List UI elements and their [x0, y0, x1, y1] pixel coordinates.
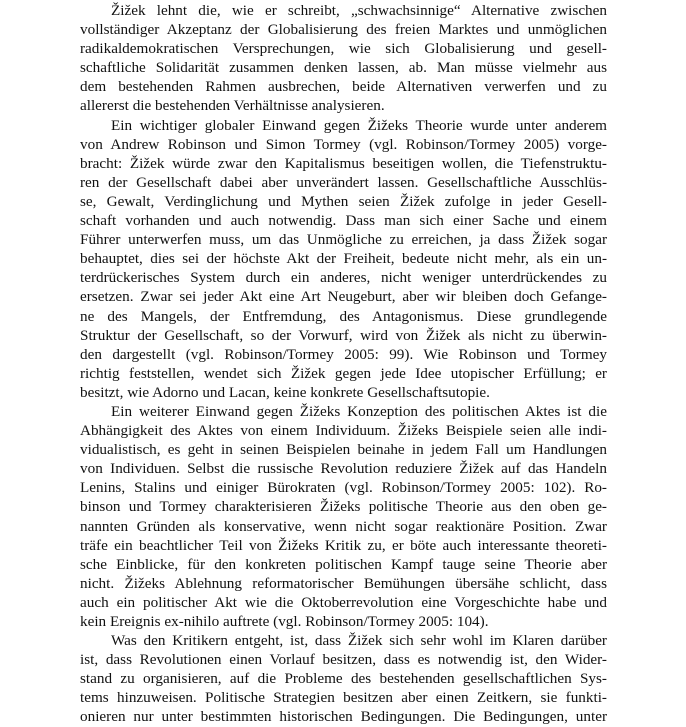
- text-line: Struktur der Gesellschaft, so der Vorwurf, wird von Žižek als nicht zu überwin-: [80, 326, 607, 344]
- text-line: bracht: Žižek würde zwar den Kapitalismus beseitigen wollen, die Tiefenstruktu-: [80, 154, 607, 172]
- text-line: terdrückerisches System durch ein anderes, nicht weniger unterdrückendes zu: [80, 269, 607, 287]
- text-line: behauptet, dies sei der höchste Akt der Freiheit, bedeute nicht mehr, als ein un-: [80, 250, 607, 268]
- text-line: ersetzen. Zwar sei jeder Akt eine Art Neugeburt, aber wir bleiben doch Gefange-: [80, 288, 607, 306]
- text-line: Žižek lehnt die, wie er schreibt, „schwachsinnige“ Alternative zwischen: [111, 2, 607, 19]
- paragraph-4: [80, 631, 607, 726]
- paragraph-1: [80, 1, 607, 116]
- text-line: se, Gewalt, Verdinglichung und Mythen seien Žižek zufolge in jeder Gesell-: [80, 192, 607, 210]
- text-line: dem bestehenden Rahmen ausbrechen, beide Alternativen verwerfen und zu: [80, 78, 607, 96]
- text-line: vollständiger Akzeptanz der Globalisierung des freien Marktes und unmöglichen: [80, 21, 607, 39]
- text-line: Führer unterwerfen muss, um das Unmögliche zu erreichen, ja dass Žižek sogar: [80, 231, 607, 249]
- paragraph-2: [80, 116, 607, 402]
- text-line: radikaldemokratischen Versprechungen, wie sich Globalisierung und gesell-: [80, 40, 607, 58]
- text-line: vidualistisch, es geht in seinen Beispielen beinahe in jedem Fall um Handlungen: [80, 441, 607, 459]
- text-line: sche Einblicke, für den konkreten politischen Kampf tauge seine Theorie aber: [80, 555, 607, 573]
- text-line: träfe ein beachtlicher Teil von Žižeks Kritik zu, er böte auch interessante theoreti-: [80, 536, 607, 554]
- text-line: onieren nur unter bestimmten historischen Bedingungen. Die Bedingungen, unter: [80, 708, 607, 726]
- document-page: [80, 1, 607, 727]
- text-line: Ein wichtiger globaler Einwand gegen Žižeks Theorie wurde unter anderem: [111, 116, 607, 134]
- text-line: von Individuen. Selbst die russische Revolution reduziere Žižek auf das Handeln: [80, 460, 607, 478]
- text-line: ist, dass Revolutionen einen Vorlauf besitzen, dass es notwendig ist, den Wider-: [80, 651, 607, 669]
- text-line: den dargestellt (vgl. Robinson/Tormey 2005: 99). Wie Robinson und Tormey: [80, 345, 607, 363]
- text-line: nicht. Žižeks Ablehnung reformatorischer Bemühungen übersähe schlicht, dass: [80, 574, 607, 592]
- text-line: nannten Gründen als konservative, wenn nicht sogar reaktionäre Position. Zwar: [80, 517, 607, 535]
- text-line: von Andrew Robinson und Simon Tormey (vgl. Robinson/Tormey 2005) vorge-: [80, 135, 607, 153]
- text-line: Abhängigkeit des Aktes von einem Individuum. Žižeks Beispiele seien alle indi-: [80, 422, 607, 440]
- text-line: ne des Mangels, der Entfremdung, des Antagonismus. Diese grundlegende: [80, 307, 607, 325]
- text-line: Lenins, Stalins und einiger Bürokraten (vgl. Robinson/Tormey 2005: 102). Ro-: [80, 479, 607, 497]
- text-line: schaft vorhanden und auch notwendig. Dass man sich einer Sache und einem: [80, 212, 607, 230]
- text-line: binson und Tormey charakterisieren Žižeks politische Theorie aus den oben ge-: [80, 498, 607, 516]
- text-line: auch ein politischer Akt wie die Oktoberrevolution eine Vorgeschichte habe und: [80, 593, 607, 611]
- text-line: besitzt, wie Adorno und Lacan, keine konkrete Gesellschaftsutopie.: [80, 383, 490, 401]
- text-line: stand zu organisieren, auf die Probleme des bestehenden gesellschaftlichen Sys-: [80, 670, 607, 688]
- text-line: schaftliche Solidarität zusammen denken lassen, ab. Man müsse vielmehr aus: [80, 59, 607, 77]
- text-line: ren der Gesellschaft dabei aber unverändert lassen. Gesellschaftliche Ausschlüs-: [80, 173, 607, 191]
- text-line: Was den Kritikern entgeht, ist, dass Žižek sich sehr wohl im Klaren darüber: [111, 632, 607, 650]
- paragraph-3: [80, 402, 607, 631]
- text-line: Ein weiterer Einwand gegen Žižeks Konzeption des politischen Aktes ist die: [111, 402, 607, 420]
- text-line: tems hinzuweisen. Politische Strategien besitzen aber einen Zeitkern, sie funkti-: [80, 689, 607, 707]
- text-line: allererst die bestehenden Verhältnisse analysieren.: [80, 97, 385, 115]
- text-line: richtig feststellen, wendet sich Žižek gegen jede Idee utopischer Erfüllung; er: [80, 364, 607, 382]
- text-line: kein Ereignis ex-nihilo auftrete (vgl. Robinson/Tormey 2005: 104).: [80, 613, 489, 630]
